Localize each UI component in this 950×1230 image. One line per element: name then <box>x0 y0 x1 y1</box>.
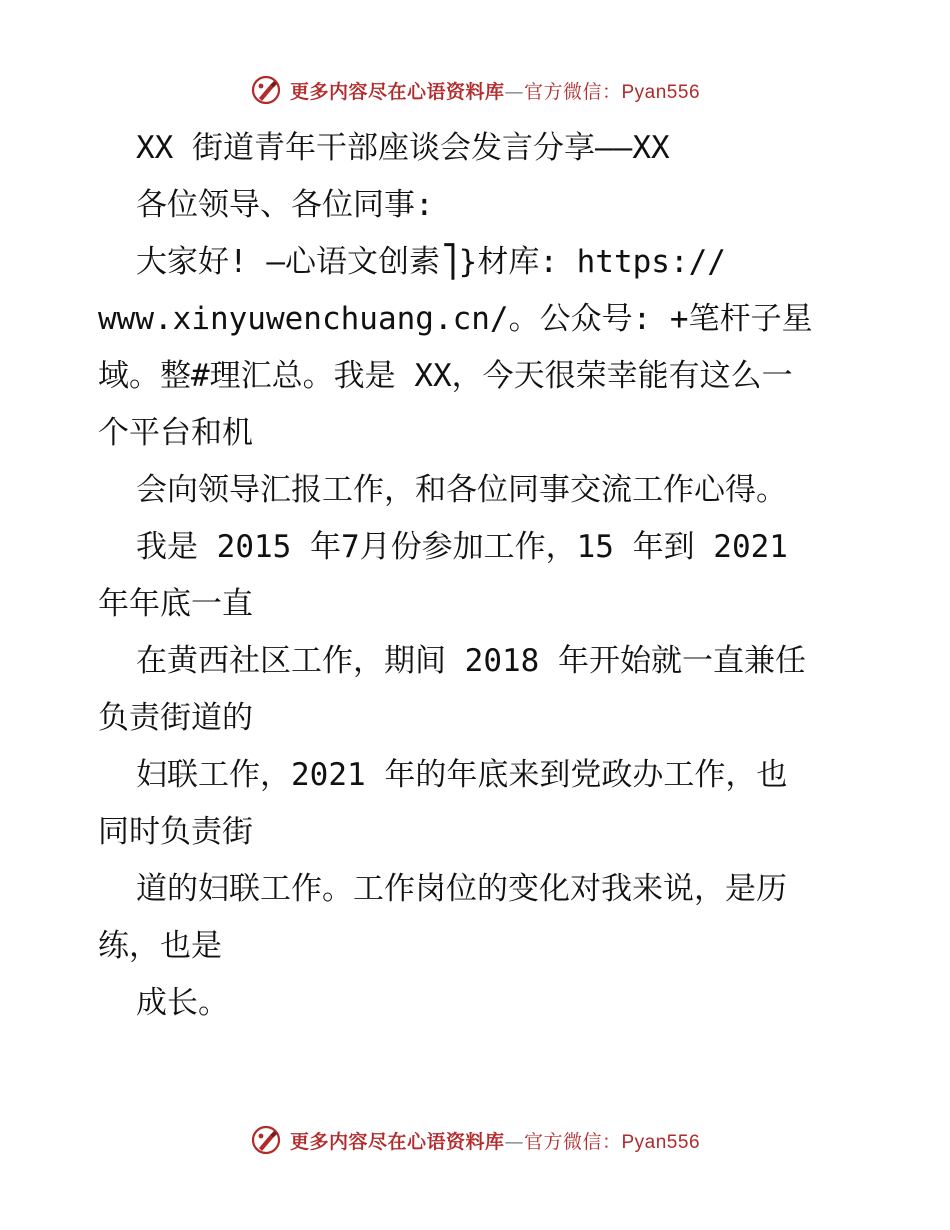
banner-wechat-id: Pyan556 <box>621 1131 701 1153</box>
pen-nib-seal-icon <box>250 74 282 106</box>
paragraph-line: 在黄西社区工作，期间 2018 年开始就一直兼任 <box>136 643 806 679</box>
banner-text <box>290 77 700 104</box>
banner-slogan: 更多内容尽在心语资料库 <box>289 80 505 103</box>
paragraph-line: 会向领导汇报工作，和各位同事交流工作心得。 <box>136 472 787 508</box>
paragraph-line: 练，也是 <box>98 928 222 964</box>
banner-text <box>290 1127 700 1154</box>
paragraph-line: 域。整#理汇总。我是 XX，今天很荣幸能有这么一 <box>98 358 793 394</box>
document-title: XX 街道青年干部座谈会发言分享——XX <box>136 130 670 166</box>
paragraph-line: 同时负责街 <box>98 814 253 850</box>
banner-slogan: 更多内容尽在心语资料库 <box>289 1130 505 1153</box>
paragraph-line: 大家好! —心语文创素⎤}材库: https:// <box>136 244 726 280</box>
paragraph-line: www.xinyuwenchuang.cn/。公众号: +笔杆子星 <box>98 301 813 337</box>
paragraph-line: 成长。 <box>136 985 229 1021</box>
paragraph-line: 道的妇联工作。工作岗位的变化对我来说，是历 <box>136 871 787 907</box>
banner-wechat-label: 官方微信： <box>523 1130 622 1153</box>
salutation: 各位领导、各位同事: <box>136 187 434 223</box>
paragraph-line: 负责街道的 <box>98 700 253 736</box>
paragraph-line: 妇联工作，2021 年的年底来到党政办工作，也 <box>136 757 788 793</box>
footer-banner <box>0 1120 950 1160</box>
banner-separator: — <box>504 1130 524 1153</box>
banner-separator: — <box>504 80 524 103</box>
document-body <box>98 120 858 1032</box>
pen-nib-seal-icon <box>250 1124 282 1156</box>
banner-wechat-id: Pyan556 <box>621 81 701 103</box>
paragraph-line: 个平台和机 <box>98 415 253 451</box>
paragraph-line: 我是 2015 年7月份参加工作，15 年到 2021 <box>136 529 788 565</box>
header-banner <box>0 70 950 110</box>
paragraph-line: 年年底一直 <box>98 586 253 622</box>
banner-wechat-label: 官方微信： <box>523 80 622 103</box>
